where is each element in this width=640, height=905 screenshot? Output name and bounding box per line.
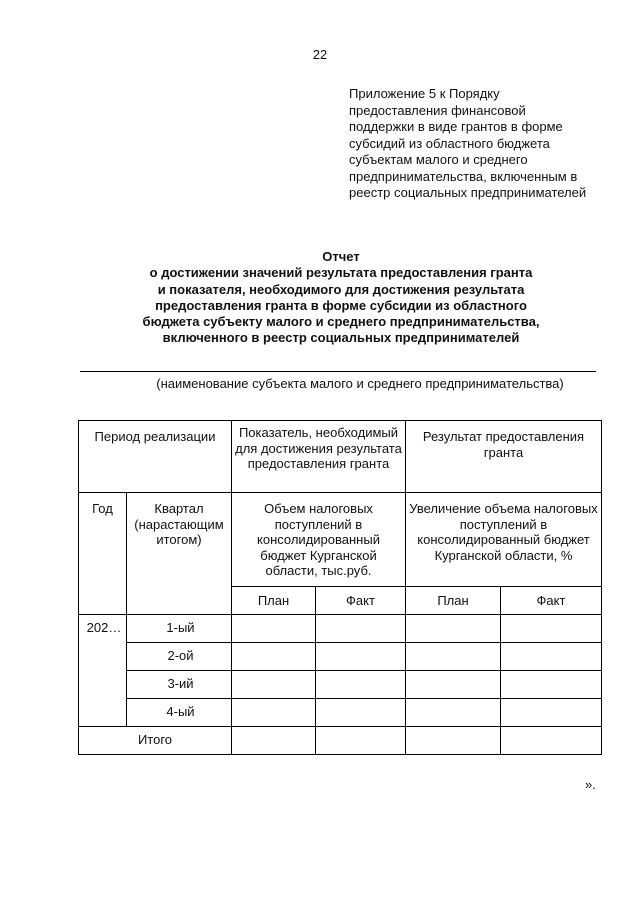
page-number: 22 (312, 47, 328, 62)
header-result: Результат предоставления гранта (406, 421, 602, 493)
quarter-cell: 1-ый (127, 615, 232, 643)
appendix-line: реестр социальных предпринимателей (349, 185, 587, 200)
header-plan: План (232, 587, 316, 615)
appendix-line: Приложение 5 к Порядку (349, 86, 500, 101)
report-title-line: о достижении значений результата предоставления гранта (149, 265, 533, 281)
header-period: Период реализации (79, 421, 232, 493)
entity-name-caption: (наименование субъекта малого и среднего предпринимательства) (156, 376, 564, 391)
quarter-cell: 3-ий (127, 671, 232, 699)
table-row (79, 643, 602, 671)
appendix-line: субъектам малого и среднего (349, 152, 528, 167)
total-row (79, 727, 602, 755)
value-cell (501, 699, 602, 727)
report-title-line: и показателя, необходимого для достижения результата (157, 281, 525, 297)
value-cell (232, 643, 316, 671)
report-title-line: включенного в реестр социальных предпринимателей (162, 330, 520, 346)
closing-quote: ». (585, 777, 596, 792)
quarter-cell: 2-ой (127, 643, 232, 671)
total-label: Итого (79, 727, 232, 755)
report-title-line: бюджета субъекту малого и среднего предпринимательства, (142, 314, 540, 330)
entity-name-line (80, 371, 596, 372)
table-row (79, 615, 602, 643)
table-row (79, 699, 602, 727)
year-cell: 202… (79, 615, 127, 727)
value-cell (501, 615, 602, 643)
value-cell (406, 671, 501, 699)
value-cell (232, 671, 316, 699)
value-cell (316, 699, 406, 727)
report-heading: Отчет (322, 249, 360, 264)
header-plan: План (406, 587, 501, 615)
quarter-cell: 4-ый (127, 699, 232, 727)
value-cell (232, 727, 316, 755)
value-cell (501, 727, 602, 755)
report-table (78, 420, 602, 755)
value-cell (406, 699, 501, 727)
header-quarter: Квартал (нарастающим итогом) (127, 493, 232, 615)
value-cell (316, 643, 406, 671)
header-fact: Факт (501, 587, 602, 615)
value-cell (316, 671, 406, 699)
value-cell (316, 615, 406, 643)
value-cell (232, 615, 316, 643)
appendix-note (349, 86, 619, 202)
report-title (80, 249, 602, 347)
value-cell (316, 727, 406, 755)
appendix-line: предоставления финансовой (349, 102, 526, 118)
table-row (79, 671, 602, 699)
header-year: Год (79, 493, 127, 615)
report-title-line: предоставления гранта в форме субсидии из областного (155, 297, 527, 313)
value-cell (406, 615, 501, 643)
appendix-line: предпринимательства, включенным в (349, 168, 578, 184)
header-tax-volume: Объем налоговых поступлений в консолидированный бюджет Курганской области, тыс.руб. (232, 493, 406, 587)
header-tax-increase: Увеличение объема налоговых поступлений в консолидированный бюджет Курганской области, % (406, 493, 602, 587)
value-cell (232, 699, 316, 727)
appendix-line: поддержки в виде грантов в форме (349, 119, 563, 134)
header-indicator: Показатель, необходимый для достижения результата предоставления гранта (232, 421, 406, 493)
appendix-line: субсидий из областного бюджета (349, 135, 550, 151)
header-fact: Факт (316, 587, 406, 615)
value-cell (406, 643, 501, 671)
value-cell (501, 671, 602, 699)
value-cell (406, 727, 501, 755)
value-cell (501, 643, 602, 671)
